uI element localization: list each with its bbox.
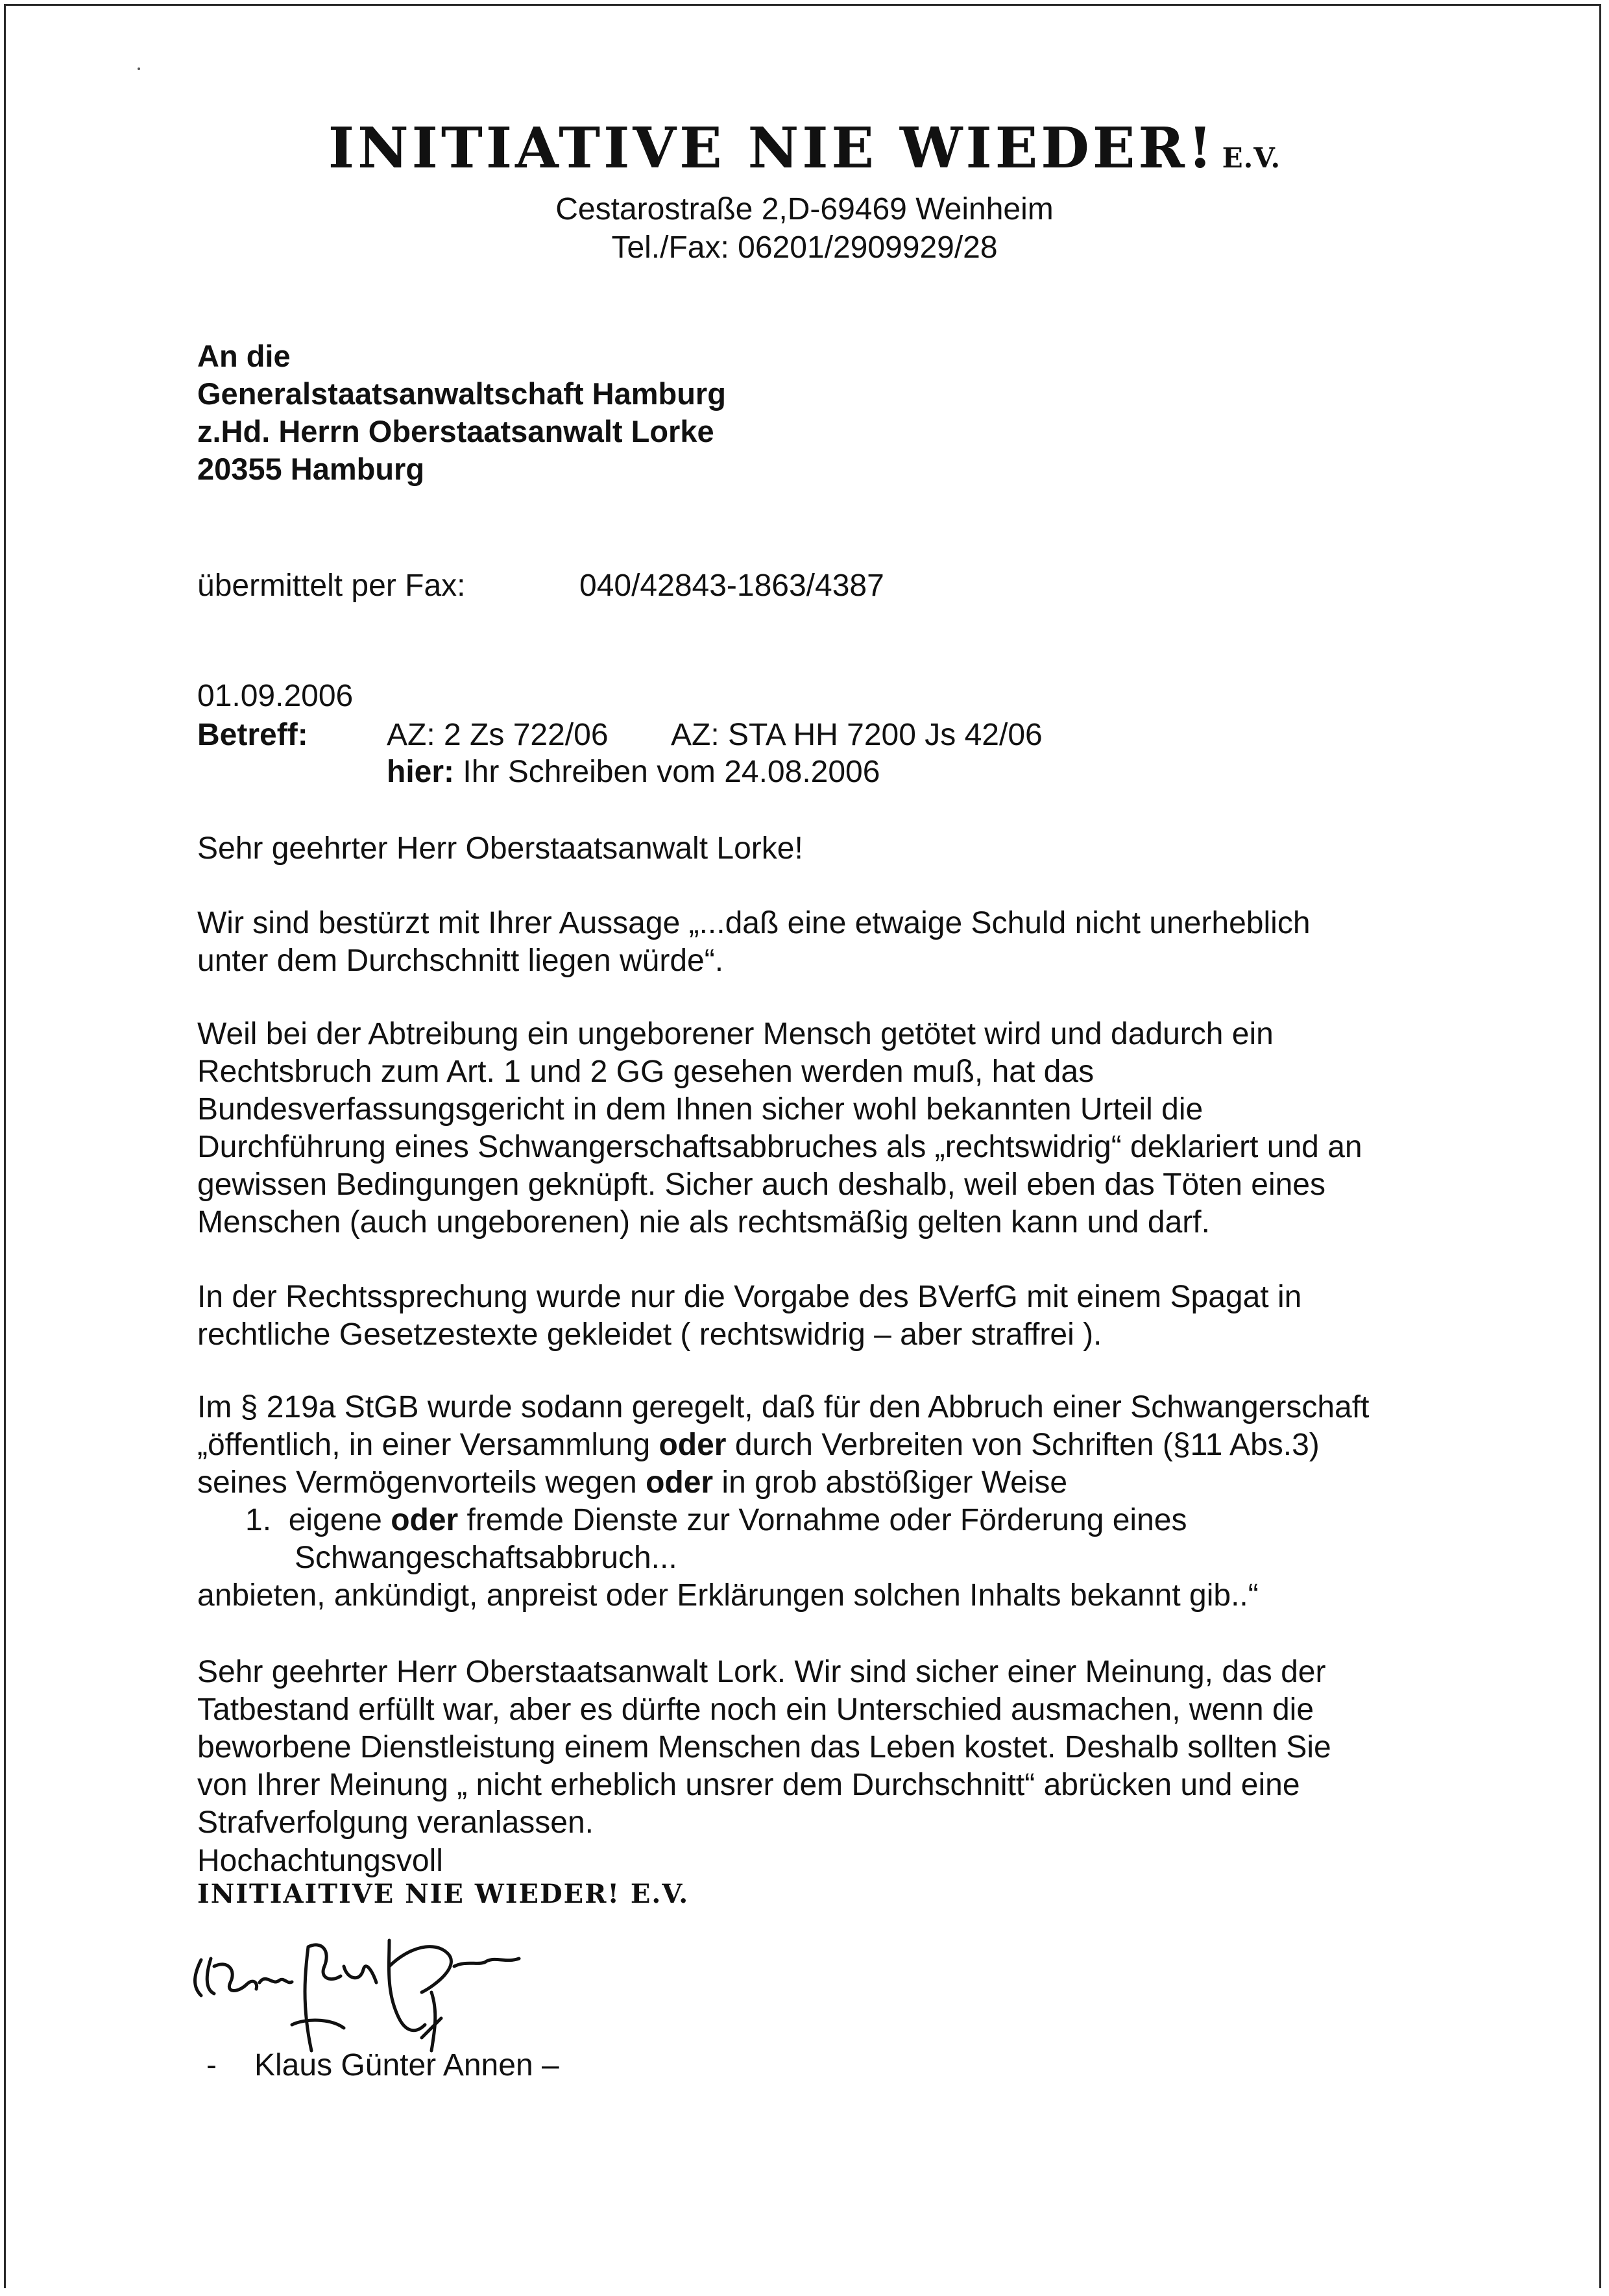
subject-az2: AZ: STA HH 7200 Js 42/06 [671,718,1043,752]
paragraph-line: Menschen (auch ungeborenen) nie als rechtsmäßig gelten kann und darf. [197,1205,1210,1240]
paragraph-5 [197,1654,1331,1842]
paragraph-line: Tatbestand erfüllt war, aber es dürfte noch ein Unterschied ausmachen, wenn die [197,1692,1314,1727]
paragraph-line: seines Vermögenvorteils wegen oder in grob abstößiger Weise [197,1465,1068,1500]
paragraph-line: anbieten, ankündigt, anpreist oder Erklärungen solchen Inhalts bekannt gib..“ [197,1578,1259,1613]
paragraph-line: unter dem Durchschnitt liegen würde“. [197,944,724,978]
paragraph-line: Sehr geehrter Herr Oberstaatsanwalt Lork. Wir sind sicher einer Meinung, das der [197,1655,1326,1689]
paragraph-line: In der Rechtssprechung wurde nur die Vorgabe des BVerfG mit einem Spagat in [197,1280,1302,1314]
recipient-line: 20355 Hamburg [197,452,425,486]
org-name: INITIATIVE NIE WIEDER! [328,116,1216,181]
paragraph-line: von Ihrer Meinung „ nicht erheblich unsrer dem Durchschnitt“ abrücken und eine [197,1768,1300,1802]
paragraph-line: Weil bei der Abtreibung ein ungeborener Mensch getötet wird und dadurch ein [197,1017,1274,1051]
letterhead-telfax: Tel./Fax: 06201/2909929/28 [611,230,998,265]
paragraph-line: Bundesverfassungsgericht in dem Ihnen sicher wohl bekannten Urteil die [197,1092,1204,1127]
handwritten-signature [175,1921,577,2064]
list-number: 1. [245,1503,272,1537]
recipient-line: Generalstaatsanwaltschaft Hamburg [197,376,726,411]
fax-label: übermittelt per Fax: [197,568,466,603]
recipient-block [197,337,726,488]
paragraph-line: Rechtsbruch zum Art. 1 und 2 GG gesehen werden muß, hat das [197,1055,1095,1089]
hier-text: Ihr Schreiben vom 24.08.2006 [463,755,880,789]
paragraph-line: Durchführung eines Schwangerschaftsabbruches als „rechtswidrig“ deklariert und an [197,1130,1362,1164]
paragraph-line: beworbene Dienstleistung einem Menschen das Leben kostet. Deshalb sollten Sie [197,1730,1331,1765]
letterhead-org-name [0,116,1609,181]
hier-label: hier: [387,755,455,789]
paragraph-line: Strafverfolgung veranlassen. [197,1805,594,1840]
salutation: Sehr geehrter Herr Oberstaatsanwalt Lorke! [197,831,803,866]
paragraph-line: gewissen Bedingungen geknüpft. Sicher auch deshalb, weil eben das Töten eines [197,1167,1325,1202]
list-item-continuation: Schwangeschaftsabbruch... [295,1541,677,1575]
subject-label: Betreff: [197,718,308,752]
recipient-line: z.Hd. Herrn Oberstaatsanwalt Lorke [197,414,714,448]
signature-org: INITIAITIVE NIE WIEDER! E.V. [197,1879,690,1909]
scan-speck [138,67,140,70]
subject-hier [387,754,880,790]
list-item: 1. eigene oder fremde Dienste zur Vornahme oder Förderung eines [245,1503,1187,1537]
org-suffix: E.V. [1222,142,1281,174]
signer-name: Klaus Günter Annen – [254,2048,559,2082]
closing: Hochachtungsvoll [197,1844,443,1878]
signer-dash: - [206,2048,217,2082]
fax-number: 040/42843-1863/4387 [579,568,884,603]
subject-az1: AZ: 2 Zs 722/06 [387,718,609,752]
paragraph-1 [197,905,1311,980]
paragraph-line: Im § 219a StGB wurde sodann geregelt, daß für den Abbruch einer Schwangerschaft [197,1390,1370,1424]
paragraph-line: „öffentlich, in einer Versammlung oder durch Verbreiten von Schriften (§11 Abs.3) [197,1428,1320,1462]
paragraph-line: Wir sind bestürzt mit Ihrer Aussage „...daß eine etwaige Schuld nicht unerheblich [197,906,1311,940]
letter-date: 01.09.2006 [197,679,354,713]
recipient-line: An die [197,339,291,373]
paragraph-line: rechtliche Gesetzestexte gekleidet ( rechtswidrig – aber straffrei ). [197,1317,1102,1352]
letterhead-address: Cestarostraße 2,D-69469 Weinheim [555,192,1054,226]
paragraph-4 [197,1389,1369,1615]
paragraph-3 [197,1278,1301,1354]
paragraph-2 [197,1016,1362,1241]
